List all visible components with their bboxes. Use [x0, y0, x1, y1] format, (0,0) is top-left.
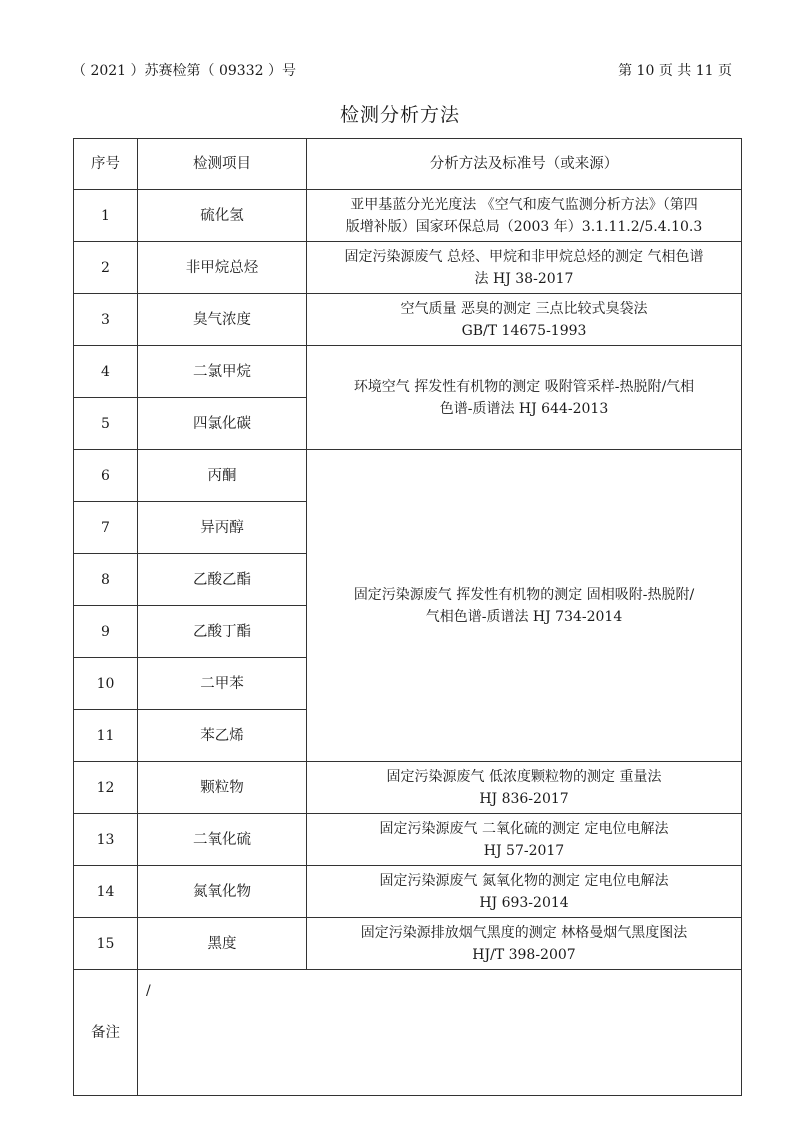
analysis-method — [307, 762, 742, 814]
method-line: 气相色谱-质谱法 HJ 734-2014 — [425, 608, 623, 625]
row-number: 12 — [74, 762, 138, 814]
table-row — [74, 866, 742, 918]
method-line: HJ/T 398-2007 — [472, 946, 576, 963]
column-header-item: 检测项目 — [138, 139, 307, 190]
remarks-row — [74, 970, 742, 1096]
row-number: 1 — [74, 190, 138, 242]
test-item: 二甲苯 — [138, 658, 307, 710]
test-item: 异丙醇 — [138, 502, 307, 554]
test-item: 二氧化硫 — [138, 814, 307, 866]
method-line: 固定污染源废气 总烃、甲烷和非甲烷总烃的测定 气相色谱 — [344, 248, 704, 265]
row-number: 2 — [74, 242, 138, 294]
column-header-no: 序号 — [74, 139, 138, 190]
test-item: 乙酸丁酯 — [138, 606, 307, 658]
row-number: 13 — [74, 814, 138, 866]
table-row — [74, 762, 742, 814]
method-line: GB/T 14675-1993 — [461, 322, 587, 339]
page-title: 检测分析方法 — [339, 104, 460, 126]
method-line: 固定污染源废气 二氧化硫的测定 定电位电解法 — [379, 820, 669, 837]
method-line: 版增补版）国家环保总局（2003 年）3.1.11.2/5.4.10.3 — [345, 218, 703, 235]
table-row — [74, 450, 742, 502]
remarks-text: / — [138, 970, 742, 1096]
method-line: 色谱-质谱法 HJ 644-2013 — [439, 400, 609, 417]
report-number: （ 2021 ）苏赛检第（ 09332 ）号 — [72, 63, 296, 79]
table-row — [74, 346, 742, 398]
method-line: 固定污染源排放烟气黑度的测定 林格曼烟气黑度图法 — [360, 924, 688, 941]
row-number: 10 — [74, 658, 138, 710]
test-item: 四氯化碳 — [138, 398, 307, 450]
report-header — [72, 58, 732, 82]
analysis-method — [307, 294, 742, 346]
test-item: 硫化氢 — [138, 190, 307, 242]
test-item: 苯乙烯 — [138, 710, 307, 762]
analysis-method — [307, 918, 742, 970]
row-number: 5 — [74, 398, 138, 450]
test-item: 二氯甲烷 — [138, 346, 307, 398]
method-line: HJ 693-2014 — [479, 894, 569, 911]
row-number: 8 — [74, 554, 138, 606]
test-item: 乙酸乙酯 — [138, 554, 307, 606]
test-item: 氮氧化物 — [138, 866, 307, 918]
analysis-method — [307, 190, 742, 242]
test-item: 丙酮 — [138, 450, 307, 502]
table-row — [74, 190, 742, 242]
method-line: HJ 836-2017 — [479, 790, 569, 807]
row-number: 4 — [74, 346, 138, 398]
table-row — [74, 918, 742, 970]
row-number: 7 — [74, 502, 138, 554]
table-row — [74, 814, 742, 866]
test-item: 颗粒物 — [138, 762, 307, 814]
methods-table — [73, 138, 742, 1096]
test-item: 黑度 — [138, 918, 307, 970]
row-number: 15 — [74, 918, 138, 970]
remarks-label: 备注 — [74, 970, 138, 1096]
row-number: 3 — [74, 294, 138, 346]
analysis-method-merged — [307, 346, 742, 450]
table-row — [74, 242, 742, 294]
page-indicator: 第 10 页 共 11 页 — [618, 63, 732, 79]
analysis-method-merged — [307, 450, 742, 762]
row-number: 6 — [74, 450, 138, 502]
analysis-method — [307, 242, 742, 294]
column-header-method: 分析方法及标准号（或来源） — [307, 139, 742, 190]
test-item: 臭气浓度 — [138, 294, 307, 346]
table-row — [74, 294, 742, 346]
table-header-row — [74, 139, 742, 190]
method-line: 法 HJ 38-2017 — [474, 270, 574, 287]
row-number: 11 — [74, 710, 138, 762]
test-item: 非甲烷总烃 — [138, 242, 307, 294]
method-line: 环境空气 挥发性有机物的测定 吸附管采样-热脱附/气相 — [353, 378, 695, 395]
method-line: 固定污染源废气 氮氧化物的测定 定电位电解法 — [379, 872, 669, 889]
method-line: 固定污染源废气 低浓度颗粒物的测定 重量法 — [386, 768, 662, 785]
row-number: 14 — [74, 866, 138, 918]
method-line: 固定污染源废气 挥发性有机物的测定 固相吸附-热脱附/ — [353, 586, 695, 603]
analysis-method — [307, 814, 742, 866]
row-number: 9 — [74, 606, 138, 658]
method-line: 亚甲基蓝分光光度法 《空气和废气监测分析方法》（第四 — [350, 196, 698, 213]
method-line: 空气质量 恶臭的测定 三点比较式臭袋法 — [400, 300, 648, 317]
method-line: HJ 57-2017 — [483, 842, 565, 859]
analysis-method — [307, 866, 742, 918]
